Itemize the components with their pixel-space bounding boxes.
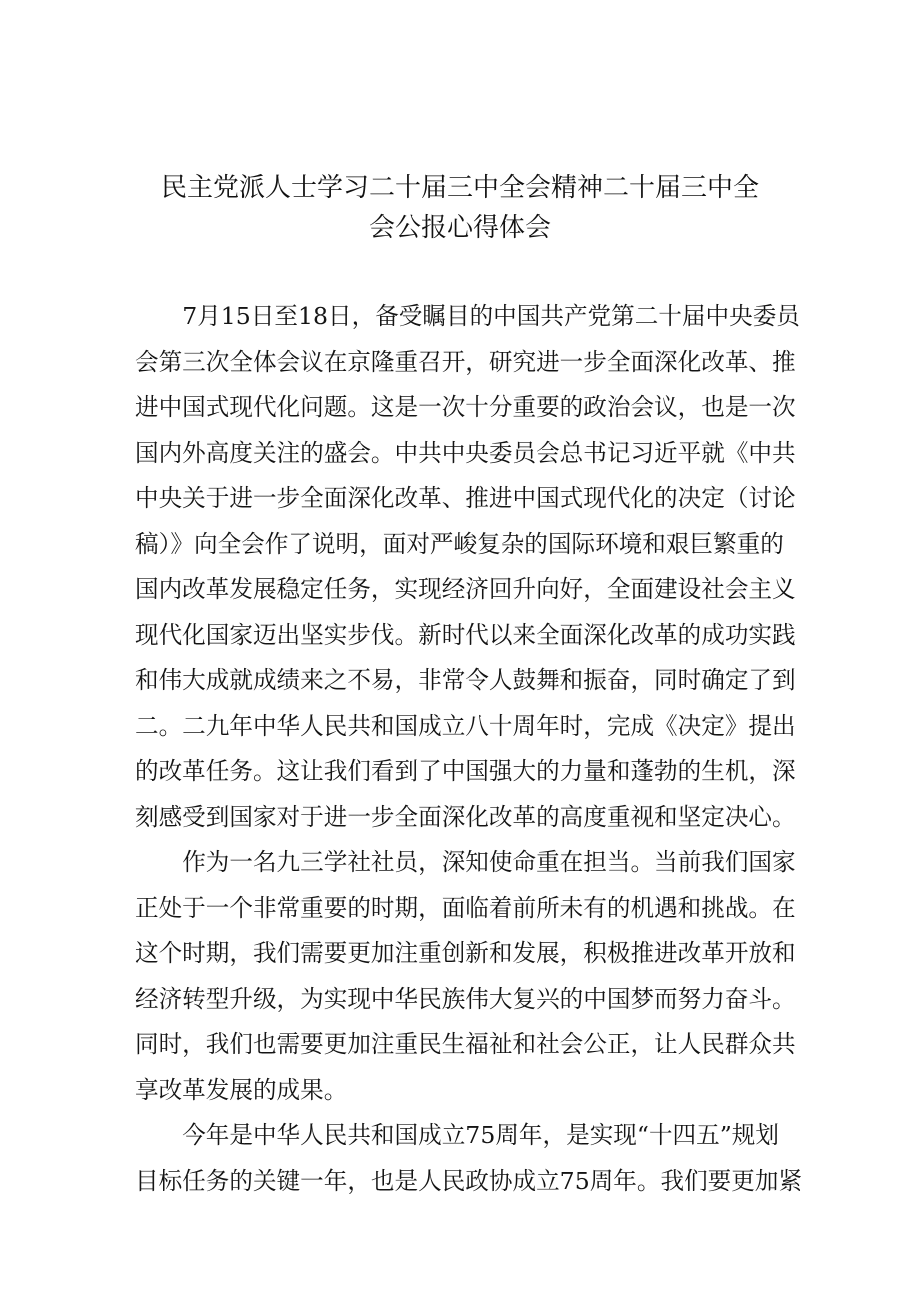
text-line: 7月15日至18日，备受瞩目的中国共产党第二十届中央委员	[182, 302, 800, 330]
text-line: 经济转型升级，为实现中华民族伟大复兴的中国梦而努力奋斗。	[135, 984, 796, 1013]
text-line: 享改革发展的成果。	[135, 1075, 348, 1104]
text-line: 稿）》向全会作了说明，面对严峻复杂的国际环境和艰巨繁重的	[135, 529, 784, 558]
text-line: 刻感受到国家对于进一步全面深化改革的高度重视和坚定决心。	[135, 802, 796, 831]
text-line: 的改革任务。这让我们看到了中国强大的力量和蓬勃的生机，深	[135, 757, 796, 785]
paragraph-2	[135, 840, 796, 1113]
text-line: 会第三次全体会议在京隆重召开，研究进一步全面深化改革、推	[135, 347, 796, 376]
text-line: 作为一名九三学社社员，深知使命重在担当。当前我们国家	[182, 848, 796, 876]
text-line: 这个时期，我们需要更加注重创新和发展，积极推进改革开放和	[135, 939, 796, 967]
paragraph-3	[135, 1113, 803, 1204]
text-line: 今年是中华人民共和国成立75周年，是实现“十四五”规划	[182, 1121, 779, 1149]
paragraph-1	[135, 294, 800, 840]
title-line: 会公报心得体会	[368, 213, 551, 243]
text-line: 二。二九年中华人民共和国成立八十周年时，完成《决定》提出	[135, 711, 796, 740]
text-line: 进中国式现代化问题。这是一次十分重要的政治会议，也是一次	[135, 393, 796, 421]
document-body	[135, 294, 803, 1204]
text-line: 国内改革发展稳定任务，实现经济回升向好，全面建设社会主义	[135, 575, 796, 603]
title-line: 民主党派人士学习二十届三中全会精神二十届三中全	[160, 173, 759, 203]
document-title	[140, 168, 780, 248]
text-line: 同时，我们也需要更加注重民生福祉和社会公正，让人民群众共	[135, 1030, 796, 1058]
text-line: 正处于一个非常重要的时期，面临着前所未有的机遇和挑战。在	[135, 893, 796, 922]
text-line: 和伟大成就成绩来之不易，非常令人鼓舞和振奋，同时确定了到	[135, 666, 796, 694]
text-line: 中央关于进一步全面深化改革、推进中国式现代化的决定（讨论	[135, 484, 796, 512]
text-line: 现代化国家迈出坚实步伐。新时代以来全面深化改革的成功实践	[135, 620, 796, 649]
text-line: 国内外高度关注的盛会。中共中央委员会总书记习近平就《中共	[135, 438, 796, 467]
text-line: 目标任务的关键一年，也是人民政协成立75周年。我们要更加紧	[135, 1166, 803, 1195]
